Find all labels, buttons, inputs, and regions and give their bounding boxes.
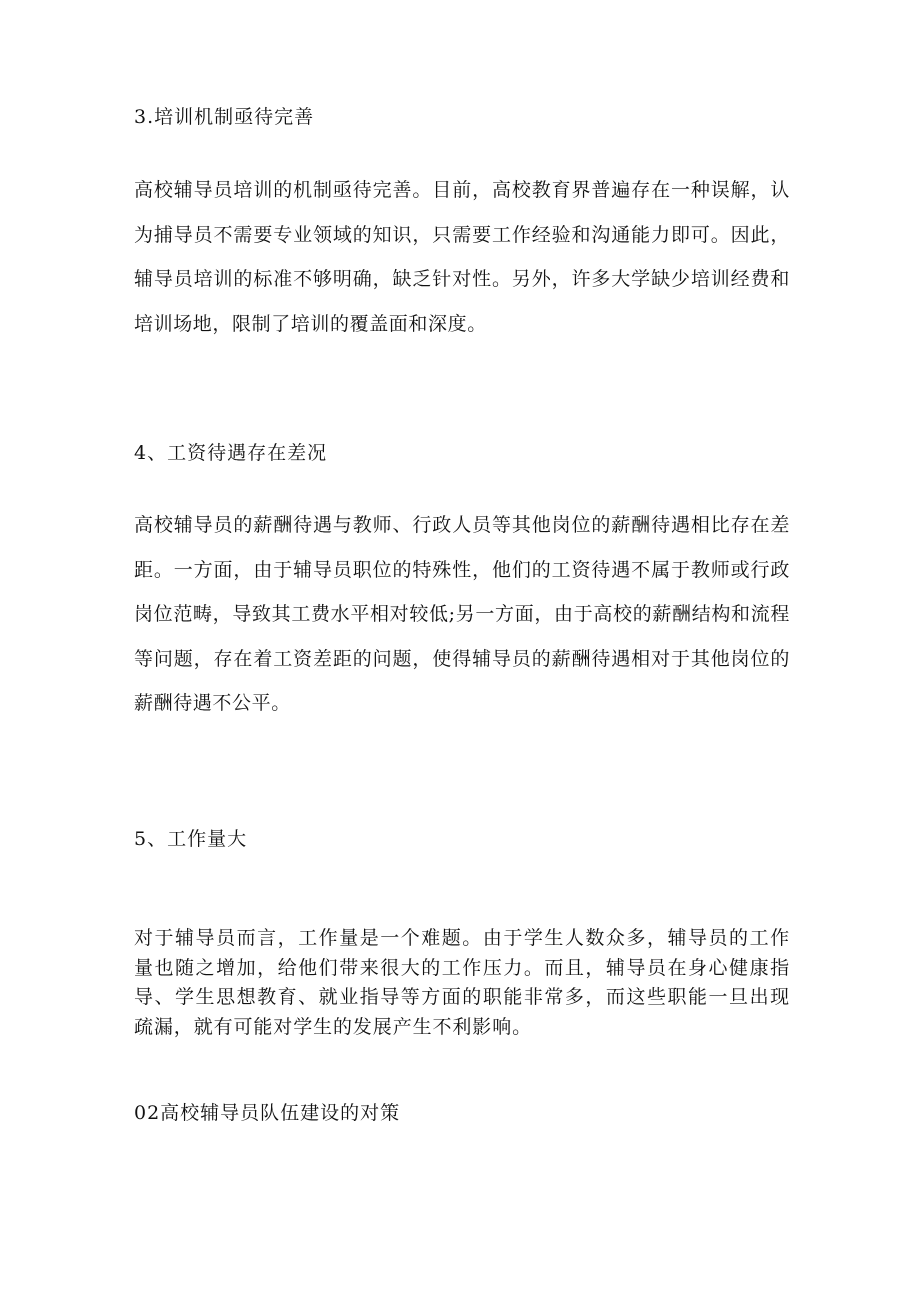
section-3-paragraph: 高校辅导员培训的机制亟待完善。目前，高校教育界普遍存在一种误解，认为捕导员不需要专业领域的知识，只需要工作经验和沟通能力即可。因此，辅导员培训的标准不够明确，缺乏针对性。另外，许多大学缺少培训经费和培训场地，限制了培训的覆盖面和深度。: [134, 179, 790, 335]
part-02-heading: 02高校辅导员队伍建设的对策: [134, 1102, 401, 1124]
section-5-paragraph: 对于辅导员而言，工作量是一个难题。由于学生人数众多，辅导员的工作量也随之增加，给他们带来很大的工作压力。而且，辅导员在身心健康指导、学生思想教育、就业指导等方面的职能非常多，而这些职能一旦出现疏漏，就有可能对学生的发展产生不利影响。: [134, 927, 790, 1038]
section-4-heading: 4、工资待遇存在差况: [134, 442, 328, 464]
section-4-paragraph: 高校辅导员的薪酬待遇与教师、行政人员等其他岗位的薪酬待遇相比存在差距。一方面，由于辅导员职位的特殊性，他们的工资待遇不属于教师或行政岗位范畴，导致其工费水平相对较低;另一方面，由于高校的薪酬结构和流程等问题，存在着工资差距的问题，使得辅导员的薪酬待遇相对于其他岗位的薪酬待遇不公平。: [134, 514, 790, 714]
section-3-heading: 3.培训机制亟待完善: [134, 106, 315, 128]
section-5-heading: 5、工作量大: [134, 828, 248, 850]
